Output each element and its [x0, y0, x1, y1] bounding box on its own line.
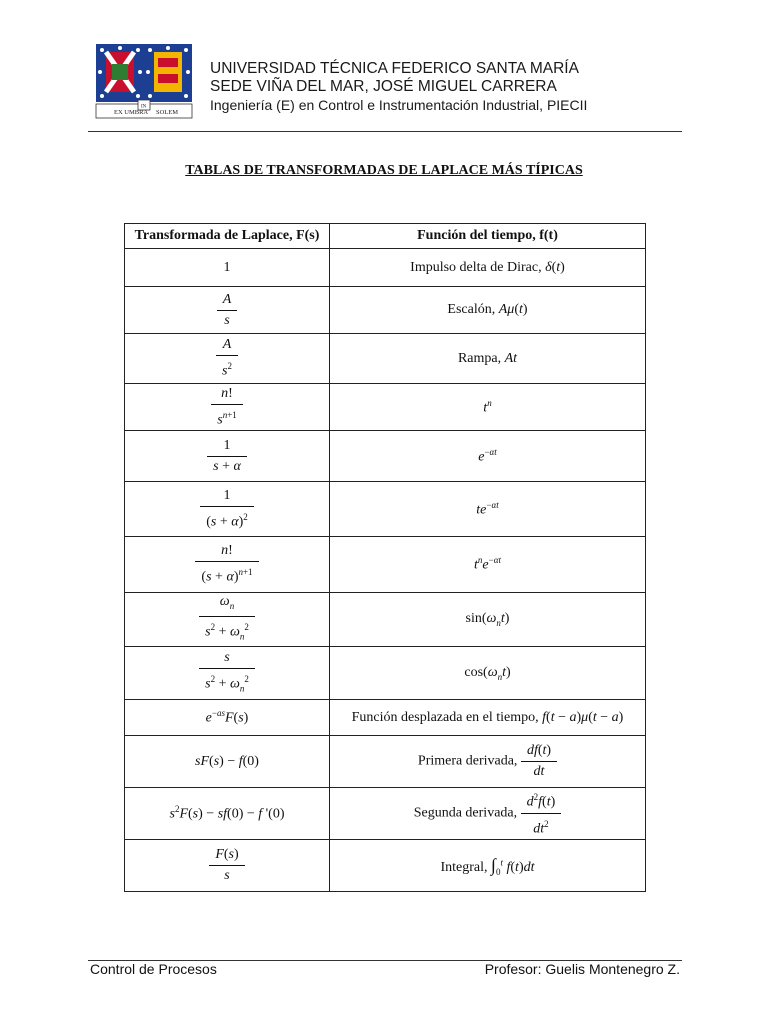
laplace-cell: 1	[125, 249, 330, 287]
table-row	[125, 537, 646, 593]
laplace-cell: $\frac{A}{s^2}$	[125, 334, 330, 384]
table-row	[125, 788, 646, 840]
laplace-cell: $\frac{F(s)}{s}$	[125, 840, 330, 892]
footer-course: Control de Procesos	[90, 961, 217, 977]
laplace-cell: $\frac{s}{s^2 + \omega_n^2}$	[125, 647, 330, 700]
laplace-cell: $e^{-as}F(s)$	[125, 700, 330, 736]
laplace-table	[124, 223, 646, 892]
time-cell: Impulso delta de Dirac, δ(t)	[330, 249, 646, 287]
table-row	[125, 736, 646, 788]
laplace-cell: $\frac{n!}{s^{n+1}}$	[125, 384, 330, 431]
university-logo	[94, 42, 194, 122]
time-cell: Primera derivada, $\frac{df(t)}{dt}$	[330, 736, 646, 788]
table-row	[125, 840, 646, 892]
label-impulso: Impulso delta de Dirac,	[410, 259, 542, 275]
program-name: Ingeniería (E) en Control e Instrumentación Industrial, PIECII	[210, 97, 588, 113]
label-escalon: Escalón,	[447, 302, 496, 317]
label-primera: Primera derivada,	[417, 753, 518, 769]
table-header-row	[125, 224, 646, 249]
table-row	[125, 334, 646, 384]
laplace-cell: $\frac{A}{s}$	[125, 287, 330, 334]
logo-motto-left: EX UMBRA	[114, 109, 149, 116]
label-integral: Integral,	[440, 859, 488, 875]
time-cell: $t^ne^{-\alpha t}$	[330, 537, 646, 593]
label-segunda: Segunda derivada,	[413, 805, 518, 821]
campus-name: SEDE VIÑA DEL MAR, JOSÉ MIGUEL CARRERA	[210, 78, 557, 95]
col1-header: Transformada de Laplace, F(s)	[125, 224, 330, 249]
time-cell: Integral, $\int_0^t$ f(t)dt	[330, 840, 646, 892]
logo-motto-mid: IN	[141, 104, 147, 110]
table-row	[125, 287, 646, 334]
time-cell: Función desplazada en el tiempo, f(t − a)μ(t − a)	[330, 700, 646, 736]
time-cell: Rampa, At	[330, 334, 646, 384]
label-desplazada: Función desplazada en el tiempo,	[351, 709, 539, 725]
logo-motto-right: SOLEM	[156, 109, 179, 116]
laplace-cell: $\frac{\omega_n}{s^2 + \omega_n^2}$	[125, 593, 330, 647]
col2-header: Función del tiempo, f(t)	[330, 224, 646, 249]
laplace-cell: $\frac{1}{(s + \alpha)^2}$	[125, 482, 330, 537]
laplace-cell: $s^2F(s) - sf(0) - f$ '(0)	[125, 788, 330, 840]
footer-professor: Profesor: Guelis Montenegro Z.	[484, 961, 680, 977]
document-title: TABLAS DE TRANSFORMADAS DE LAPLACE MÁS TÍPICAS	[185, 163, 583, 178]
header-divider	[88, 131, 682, 132]
table-row	[125, 384, 646, 431]
label-rampa: Rampa,	[457, 350, 502, 366]
time-cell: $\cos(\omega_nt)$	[330, 647, 646, 700]
laplace-cell: $\frac{n!}{(s + \alpha)^{n+1}}$	[125, 537, 330, 593]
time-cell: $e^{-\alpha t}$	[330, 431, 646, 482]
institution-header	[210, 60, 587, 114]
time-cell: $t^n$	[330, 384, 646, 431]
institution-name: UNIVERSIDAD TÉCNICA FEDERICO SANTA MARÍA	[210, 60, 579, 77]
time-cell: Escalón, Aμ(t)	[330, 287, 646, 334]
laplace-cell: $\frac{1}{s + \alpha}$	[125, 431, 330, 482]
table-row	[125, 593, 646, 647]
time-cell: $\sin(\omega_nt)$	[330, 593, 646, 647]
time-cell: $te^{-\alpha t}$	[330, 482, 646, 537]
time-cell: Segunda derivada, $\frac{d^2f(t)}{dt^2}$	[330, 788, 646, 840]
table-row	[125, 249, 646, 287]
table-row	[125, 647, 646, 700]
table-row	[125, 700, 646, 736]
laplace-cell: sF(s) − f(0)	[125, 736, 330, 788]
table-row	[125, 431, 646, 482]
table-row	[125, 482, 646, 537]
